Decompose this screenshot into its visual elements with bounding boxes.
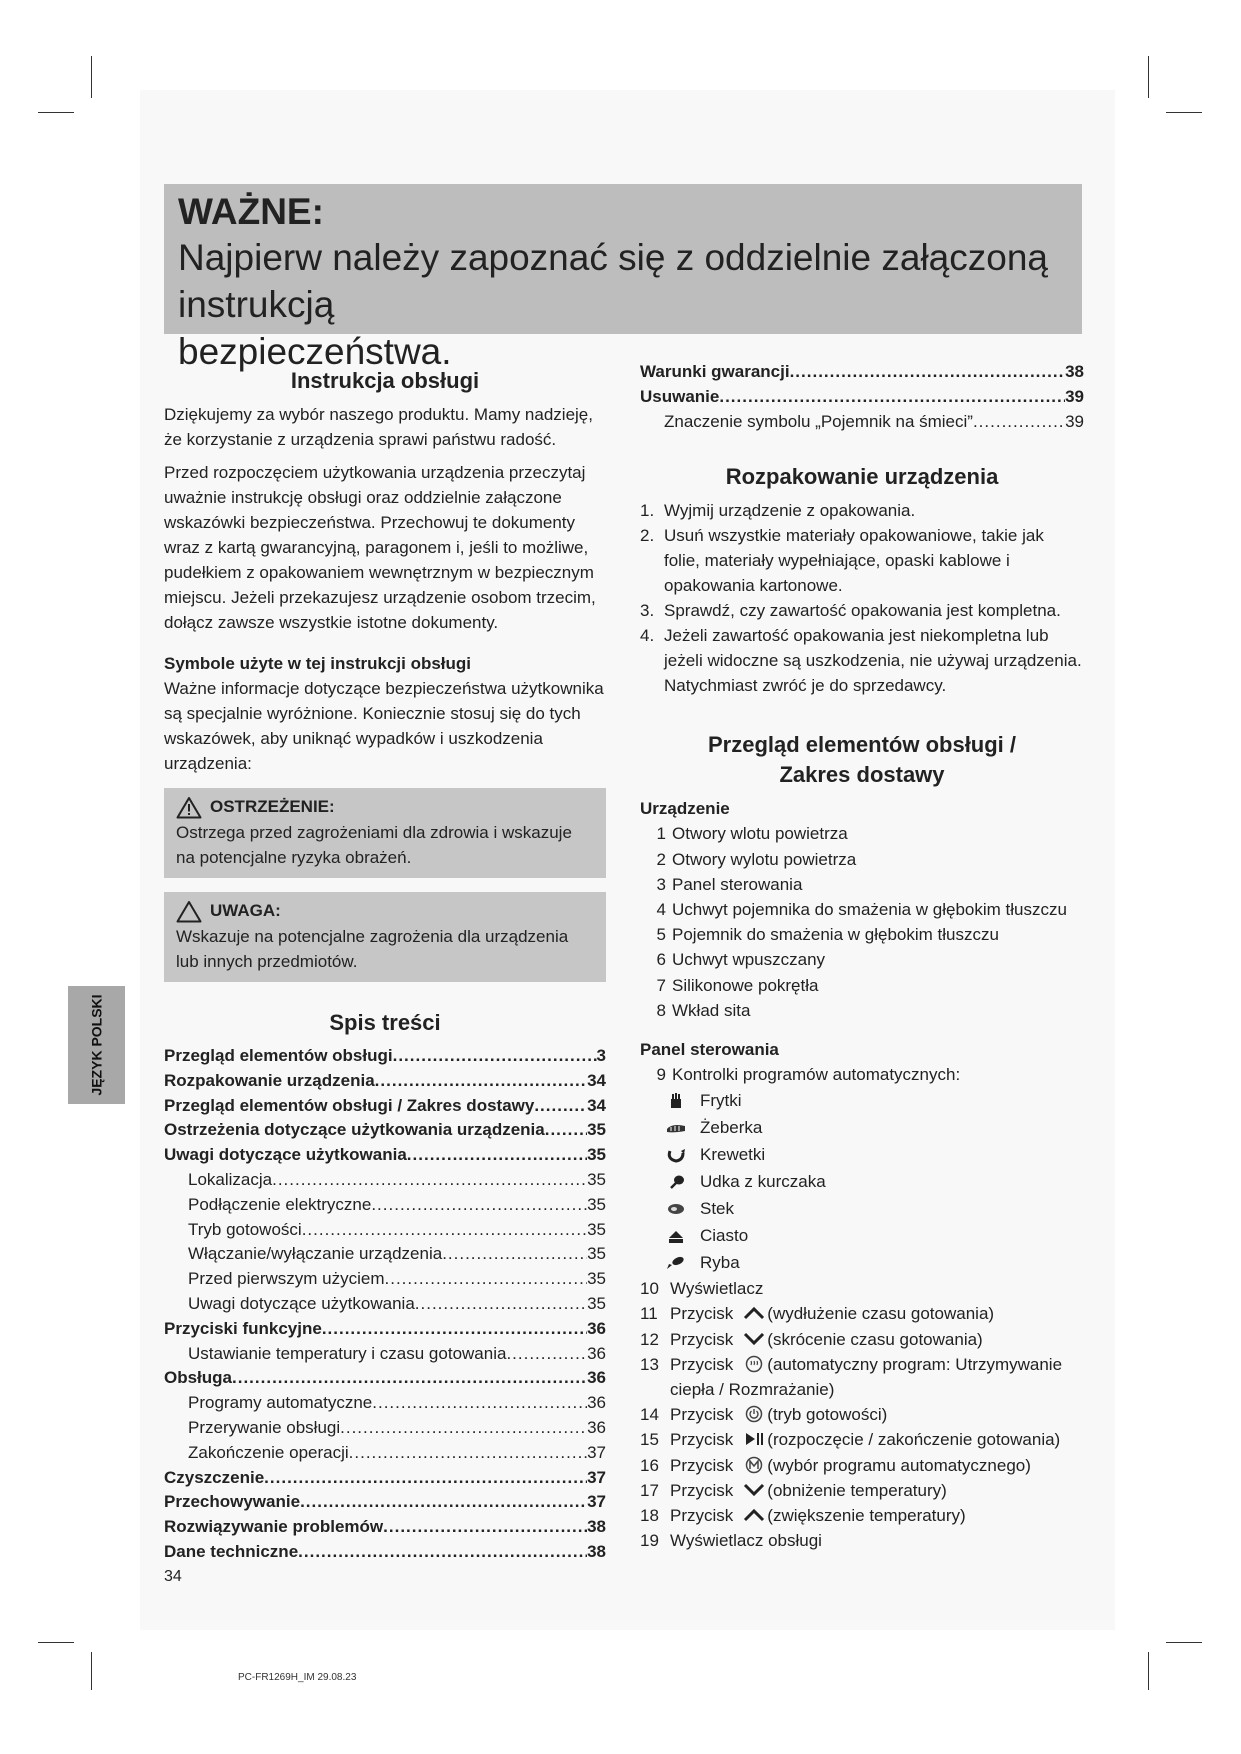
button-item-16: 16 Przycisk (wybór programu automatycznego) [640, 1455, 1031, 1475]
toc-entry[interactable] [164, 1490, 606, 1515]
caution-heading: UWAGA: [210, 901, 281, 920]
toc-entry[interactable] [164, 1218, 606, 1243]
chevron-up-icon [743, 1506, 765, 1524]
toc-leader-dots [322, 1317, 587, 1342]
toc-entry-title: Warunki gwarancji [640, 362, 790, 381]
button-item-18: 18 Przycisk (zwiększenie temperatury) [640, 1506, 966, 1526]
warning-triangle-icon [176, 796, 202, 819]
toc-entry-title: Ustawianie temperatury i czasu gotowania [188, 1343, 507, 1363]
toc-entry-title: Rozpakowanie urządzenia [164, 1070, 375, 1090]
toc-entry-title: Przegląd elementów obsługi / Zakres dostawy [164, 1095, 535, 1115]
toc-leader-dots [375, 1069, 587, 1094]
toc-leader-dots [973, 410, 1065, 435]
toc-entry-page: 35 [587, 1219, 606, 1239]
toc-entry-title: Znaczenie symbolu „Pojemnik na śmieci” [664, 411, 973, 431]
toc-entry-title: Dane techniczne [164, 1541, 299, 1561]
toc-leader-dots [349, 1441, 587, 1466]
program-drumstick: Udka z kurczaka [640, 1168, 1084, 1195]
toc-entry-title: Uwagi dotyczące użytkowania [164, 1145, 407, 1165]
manual-title: Instrukcja obsługi [290, 368, 480, 393]
toc-entry-page: 36 [587, 1343, 606, 1363]
toc-entry-page: 39 [1065, 386, 1084, 406]
toc-entry[interactable] [164, 1342, 606, 1367]
button-item-15: 15 Przycisk (rozpoczęcie / zakończenie gotowania) [640, 1430, 1061, 1450]
caution-box [164, 892, 606, 982]
toc-leader-dots [442, 1242, 587, 1267]
warning-text: Ostrzega przed zagrożeniami dla zdrowia i wskazuje na potencjalne ryzyka obrażeń. [176, 823, 572, 867]
toc-entry[interactable] [164, 1069, 606, 1094]
crop-mark [1166, 112, 1202, 113]
toc-entry[interactable] [164, 1242, 606, 1267]
program-fries: Frytki [640, 1087, 1084, 1114]
toc-entry[interactable] [164, 1540, 606, 1565]
cake-icon [666, 1228, 686, 1244]
list-item: 2. Usuń wszystkie materiały opakowaniowe, takie jak folie, materiały wypełniające, opaski kablowe i opakowania kartonowe. [640, 526, 1044, 596]
footer-document-code: PC-FR1269H_IM 29.08.23 [238, 1672, 357, 1683]
chevron-down-icon [743, 1481, 765, 1499]
toc-entry-title: Rozwiązywanie problemów [164, 1517, 384, 1537]
toc-entry-title: Czyszczenie [164, 1467, 265, 1487]
important-title: WAŻNE: [178, 191, 324, 232]
overview-title: Przegląd elementów obsługi / Zakres dostawy [707, 732, 1017, 788]
left-column [164, 366, 606, 1565]
program-fish: Ryba [640, 1249, 1084, 1276]
toc-leader-dots [385, 1267, 588, 1292]
toc-entry-title: Przegląd elementów obsługi [164, 1046, 393, 1065]
power-icon [743, 1405, 765, 1423]
symbols-heading: Symbole użyte w tej instrukcji obsługi [164, 654, 472, 673]
toc-entry-page: 36 [587, 1368, 606, 1388]
toc-entry-page: 37 [587, 1467, 606, 1487]
toc-leader-dots [264, 1466, 587, 1491]
list-item: 9 Kontrolki programów automatycznych: [656, 1065, 961, 1085]
toc-leader-dots [506, 1342, 587, 1367]
list-item: 8 Wkład sita [656, 1000, 751, 1020]
program-cake: Ciasto [640, 1222, 1084, 1249]
toc-entry-title: Zakończenie operacji [188, 1442, 349, 1462]
toc-entry[interactable] [164, 1292, 606, 1317]
crop-mark [91, 56, 92, 98]
toc-entry[interactable] [164, 1441, 606, 1466]
toc-leader-dots [545, 1118, 587, 1143]
toc-leader-dots [534, 1094, 587, 1119]
button-item-12: 12 Przycisk (skrócenie czasu gotowania) [640, 1329, 983, 1349]
play-pause-icon [743, 1430, 765, 1448]
toc-entry[interactable] [164, 1317, 606, 1342]
caution-text: Wskazuje na potencjalne zagrożenia dla urządzenia lub innych przedmiotów. [176, 927, 569, 971]
toc-entry-title: Podłączenie elektryczne [188, 1194, 372, 1214]
toc-entry-page: 39 [1065, 411, 1084, 431]
crop-mark [1166, 1642, 1202, 1643]
toc-entry-page: 34 [587, 1070, 606, 1090]
steak-icon [666, 1201, 686, 1217]
fish-icon [666, 1255, 686, 1271]
toc-entry-page: 36 [587, 1417, 606, 1437]
panel-heading: Panel sterowania [640, 1040, 779, 1060]
toc-entry-title: Ostrzeżenia dotyczące użytkowania urządzenia [164, 1120, 545, 1140]
toc-entry[interactable] [640, 360, 1084, 385]
crop-mark [38, 112, 74, 113]
toc-entry[interactable] [164, 1515, 606, 1540]
toc-entry-page: 36 [587, 1318, 606, 1338]
list-item: 4 Uchwyt pojemnika do smażenia w głębokim tłuszczu [656, 900, 1067, 919]
chevron-down-icon [743, 1330, 765, 1348]
toc-entry-title: Przed pierwszym użyciem [188, 1269, 385, 1289]
unpack-title: Rozpakowanie urządzenia [725, 464, 999, 490]
crop-mark [1148, 1652, 1149, 1690]
table-of-contents-continued [640, 360, 1084, 434]
warning-heading: OSTRZEŻENIE: [210, 797, 335, 816]
drumstick-icon [666, 1174, 686, 1190]
toc-entry-page: 35 [587, 1169, 606, 1189]
toc-entry-page: 36 [587, 1393, 606, 1413]
toc-entry-page: 34 [587, 1095, 606, 1115]
toc-entry-title: Programy automatyczne [188, 1393, 373, 1413]
program-shrimp: Krewetki [640, 1141, 1084, 1168]
list-item: 4. Jeżeli zawartość opakowania jest niekompletna lub jeżeli widoczne są uszkodzenia, nie używaj urządzenia. Natychmiast zwróć je do sprzedawcy. [640, 626, 1082, 696]
toc-entry-page: 35 [587, 1244, 606, 1264]
list-item: 3 Panel sterowania [656, 874, 803, 894]
intro-paragraph: Dziękujemy za wybór naszego produktu. Mamy nadzieję, że korzystanie z urządzenia sprawi państwu radość. [164, 405, 593, 449]
chevron-up-icon [743, 1304, 765, 1322]
list-item: 6 Uchwyt wpuszczany [656, 950, 826, 970]
button-item-14: 14 Przycisk (tryb gotowości) [640, 1405, 888, 1425]
toc-leader-dots [790, 360, 1066, 385]
right-column [640, 362, 1084, 1553]
toc-entry[interactable] [164, 1416, 606, 1441]
toc-entry-title: Uwagi dotyczące użytkowania [188, 1293, 415, 1313]
toc-leader-dots [393, 1044, 597, 1069]
toc-leader-dots [232, 1366, 587, 1391]
toc-entry-page: 35 [587, 1269, 606, 1289]
keep-warm-icon [743, 1355, 765, 1373]
toc-entry-page: 38 [587, 1541, 606, 1561]
toc-entry-page: 35 [587, 1194, 606, 1214]
toc-entry-page: 38 [1065, 362, 1084, 381]
button-item-17: 17 Przycisk (obniżenie temperatury) [640, 1480, 947, 1500]
crop-mark [1148, 56, 1149, 98]
list-item: 7 Silikonowe pokrętła [656, 975, 819, 995]
list-item: 2 Otwory wylotu powietrza [656, 849, 857, 869]
toc-entry[interactable] [164, 1118, 606, 1143]
table-of-contents [164, 1044, 606, 1565]
toc-entry[interactable] [164, 1168, 606, 1193]
list-item: 10 Wyświetlacz [640, 1279, 764, 1299]
toc-leader-dots [415, 1292, 587, 1317]
toc-entry-page: 3 [596, 1046, 606, 1065]
page-number: 34 [164, 1568, 182, 1585]
toc-leader-dots [371, 1193, 587, 1218]
toc-leader-dots [272, 1168, 587, 1193]
toc-entry[interactable] [640, 410, 1084, 435]
program-ribs: Żeberka [640, 1114, 1084, 1141]
toc-entry-page: 38 [587, 1517, 606, 1537]
list-item: 5 Pojemnik do smażenia w głębokim tłuszczu [656, 925, 999, 945]
ribs-icon [666, 1120, 686, 1136]
program-steak: Stek [640, 1195, 1084, 1222]
toc-entry-page: 35 [587, 1120, 606, 1140]
toc-leader-dots [407, 1143, 587, 1168]
toc-entry[interactable] [164, 1466, 606, 1491]
important-text-line2: bezpieczeństwa. [178, 331, 452, 372]
toc-entry[interactable] [164, 1094, 606, 1119]
toc-leader-dots [298, 1540, 587, 1565]
toc-entry-page: 37 [587, 1492, 606, 1512]
toc-entry-title: Przyciski funkcyjne [164, 1318, 322, 1338]
crop-mark [91, 1652, 92, 1690]
toc-entry[interactable] [164, 1044, 606, 1069]
toc-leader-dots [302, 1218, 587, 1243]
toc-entry[interactable] [164, 1391, 606, 1416]
crop-mark [38, 1642, 74, 1643]
toc-entry-page: 35 [587, 1145, 606, 1165]
list-item: 19 Wyświetlacz obsługi [640, 1531, 822, 1551]
toc-entry-title: Tryb gotowości [188, 1219, 302, 1239]
caution-triangle-icon [176, 900, 202, 923]
button-item-11: 11 Przycisk (wydłużenie czasu gotowania) [640, 1304, 995, 1324]
toc-leader-dots [372, 1391, 587, 1416]
list-item: 1. Wyjmij urządzenie z opakowania. [640, 501, 916, 521]
symbols-paragraph: Ważne informacje dotyczące bezpieczeństwa użytkownika są specjalnie wyróżnione. Koniecznie stosuj się do tych wskazówek, aby uniknąć wypadków i uszkodzenia urządzenia: [164, 679, 604, 773]
toc-entry-page: 35 [587, 1293, 606, 1313]
read-manual-paragraph: Przed rozpoczęciem użytkowania urządzenia przeczytaj uważnie instrukcję obsługi oraz oddzielnie załączone wskazówki bezpieczeństwa. Przechowuj te dokumenty wraz z kartą gwarancyjną, paragonem i, jeśli to możliwe, pudełkiem z opakowaniem wewnętrznym w bezpiecznym miejscu. Jeżeli przekazujesz urządzenie osobom trzecim, dołącz zawsze wszystkie istotne dokumenty. [164, 463, 596, 632]
toc-entry-title: Obsługa [164, 1368, 233, 1388]
button-item-13: 13 Przycisk (automatyczny program: Utrzymywanie ciepła / Rozmrażanie) [640, 1354, 1063, 1400]
toc-entry[interactable] [164, 1143, 606, 1168]
toc-entry-title: Usuwanie [640, 386, 720, 406]
toc-leader-dots [719, 385, 1065, 410]
toc-leader-dots [300, 1490, 587, 1515]
toc-leader-dots [340, 1416, 587, 1441]
toc-entry[interactable] [164, 1267, 606, 1292]
toc-entry[interactable] [640, 385, 1084, 410]
important-text-line1: Najpierw należy zapoznać się z oddzielnie załączoną instrukcją [178, 237, 1048, 325]
list-item: 3. Sprawdź, czy zawartość opakowania jest kompletna. [640, 601, 1061, 621]
toc-leader-dots [383, 1515, 587, 1540]
language-side-tab: JĘZYK POLSKI [68, 986, 125, 1104]
fries-icon [666, 1093, 686, 1109]
list-item: 1 Otwory wlotu powietrza [656, 824, 848, 844]
toc-entry-title: Przerywanie obsługi [188, 1417, 341, 1437]
toc-entry-page: 37 [587, 1442, 606, 1462]
toc-entry[interactable] [164, 1366, 606, 1391]
device-heading: Urządzenie [640, 799, 730, 819]
toc-entry-title: Przechowywanie [164, 1492, 301, 1512]
toc-entry-title: Włączanie/wyłączanie urządzenia [188, 1244, 443, 1264]
toc-title: Spis treści [329, 1010, 441, 1035]
shrimp-icon [666, 1147, 686, 1163]
warning-box [164, 788, 606, 878]
toc-entry-title: Lokalizacja [188, 1169, 273, 1189]
menu-m-icon [743, 1456, 765, 1474]
toc-entry[interactable] [164, 1193, 606, 1218]
